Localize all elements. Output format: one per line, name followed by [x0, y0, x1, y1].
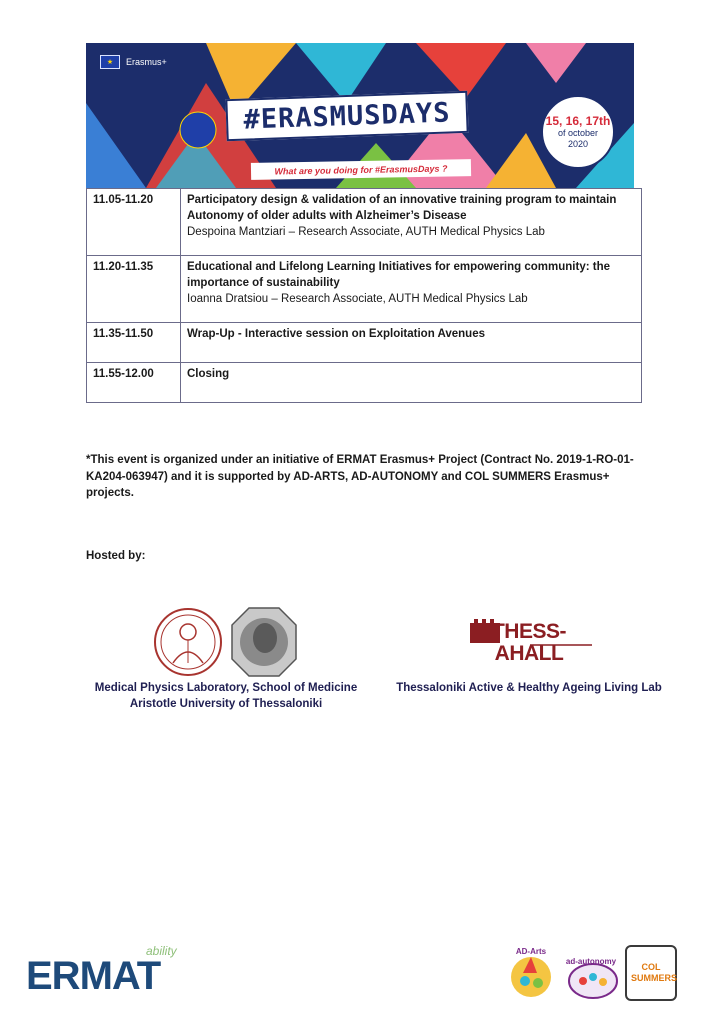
erasmus-plus-label: Erasmus+: [126, 57, 167, 67]
ermat-logo-text: ERMAT: [26, 954, 161, 998]
ad-autonomy-label: ad-autonomy: [565, 957, 617, 966]
agenda-session: [181, 323, 642, 363]
agenda-time: 11.55-12.00: [87, 363, 181, 403]
agenda-row: [87, 323, 642, 363]
erasmusdays-banner: [86, 43, 634, 188]
auth-seal-icon: [153, 605, 223, 679]
organizer-note: *This event is organized under an initiative of ERMAT Erasmus+ Project (Contract No. 2019-1-RO-01-KA204-063947) and it is supported by AD-ARTS, AD-AUTONOMY and COL SUMMERS Erasmus+ projects.: [86, 454, 634, 499]
agenda-time: 11.05-11.20: [87, 189, 181, 256]
host-auth-line2: Aristotle University of Thessaloniki: [129, 697, 323, 710]
hippocrates-medal-icon: [229, 605, 299, 679]
thessahall-logo-icon: [464, 619, 594, 665]
agenda-row: [87, 256, 642, 323]
date-badge: [541, 95, 615, 169]
eu-flag-icon: ★: [100, 55, 120, 69]
col-summers-logo: [625, 945, 677, 1001]
session-speaker: Ioanna Dratsiou – Research Associate, AUTH Medical Physics Lab: [187, 293, 528, 305]
host-thessahall-line1: Thessaloniki Active & Healthy Ageing Living Lab: [396, 682, 662, 694]
agenda-session: [181, 256, 642, 323]
tagline-text: What are you doing for #ErasmusDays ?: [274, 162, 448, 177]
session-speaker: Despoina Mantziari – Research Associate, AUTH Medical Physics Lab: [187, 226, 545, 238]
agenda-session: [181, 363, 642, 403]
partner-logos: [505, 945, 677, 1001]
agenda-session: [181, 189, 642, 256]
thessahall-logo-text: THESS-AHALL: [491, 620, 566, 665]
ermat-logo: [26, 944, 186, 996]
agenda-row: [87, 363, 642, 403]
host-auth: [86, 603, 366, 712]
session-title: Participatory design & validation of an innovative training program to maintain Autonomy of older adults with Alzheimer’s Disease: [187, 194, 617, 222]
date-month: of october: [557, 128, 599, 138]
session-title: Closing: [187, 368, 230, 380]
hosted-by-label: Hosted by:: [86, 550, 146, 562]
col-summers-label: COL SUMMERS: [631, 962, 678, 983]
hashtag-title: #ERASMUSDAYS: [242, 96, 452, 136]
session-title: Educational and Lifelong Learning Initiatives for empowering community: the importance of sustainability: [187, 261, 610, 289]
date-year: 2020: [567, 139, 589, 149]
erasmus-plus-logo: [100, 55, 167, 69]
agenda-time: 11.20-11.35: [87, 256, 181, 323]
date-days: 15, 16, 17th: [545, 114, 611, 128]
host-thessahall: [395, 603, 663, 697]
ad-autonomy-icon: [565, 947, 621, 1001]
ermat-logo-sub: ability: [146, 944, 177, 958]
hashtag-ribbon: [225, 91, 468, 141]
ad-arts-logo: [505, 947, 557, 1001]
agenda-row: [87, 189, 642, 256]
host-auth-line1: Medical Physics Laboratory, School of Medicine: [94, 682, 358, 694]
session-title: Wrap-Up - Interactive session on Exploitation Avenues: [187, 328, 485, 340]
agenda-time: 11.35-11.50: [87, 323, 181, 363]
ad-autonomy-logo: [565, 947, 617, 1001]
ad-arts-label: AD-Arts: [515, 947, 547, 956]
agenda-table: [86, 188, 642, 403]
